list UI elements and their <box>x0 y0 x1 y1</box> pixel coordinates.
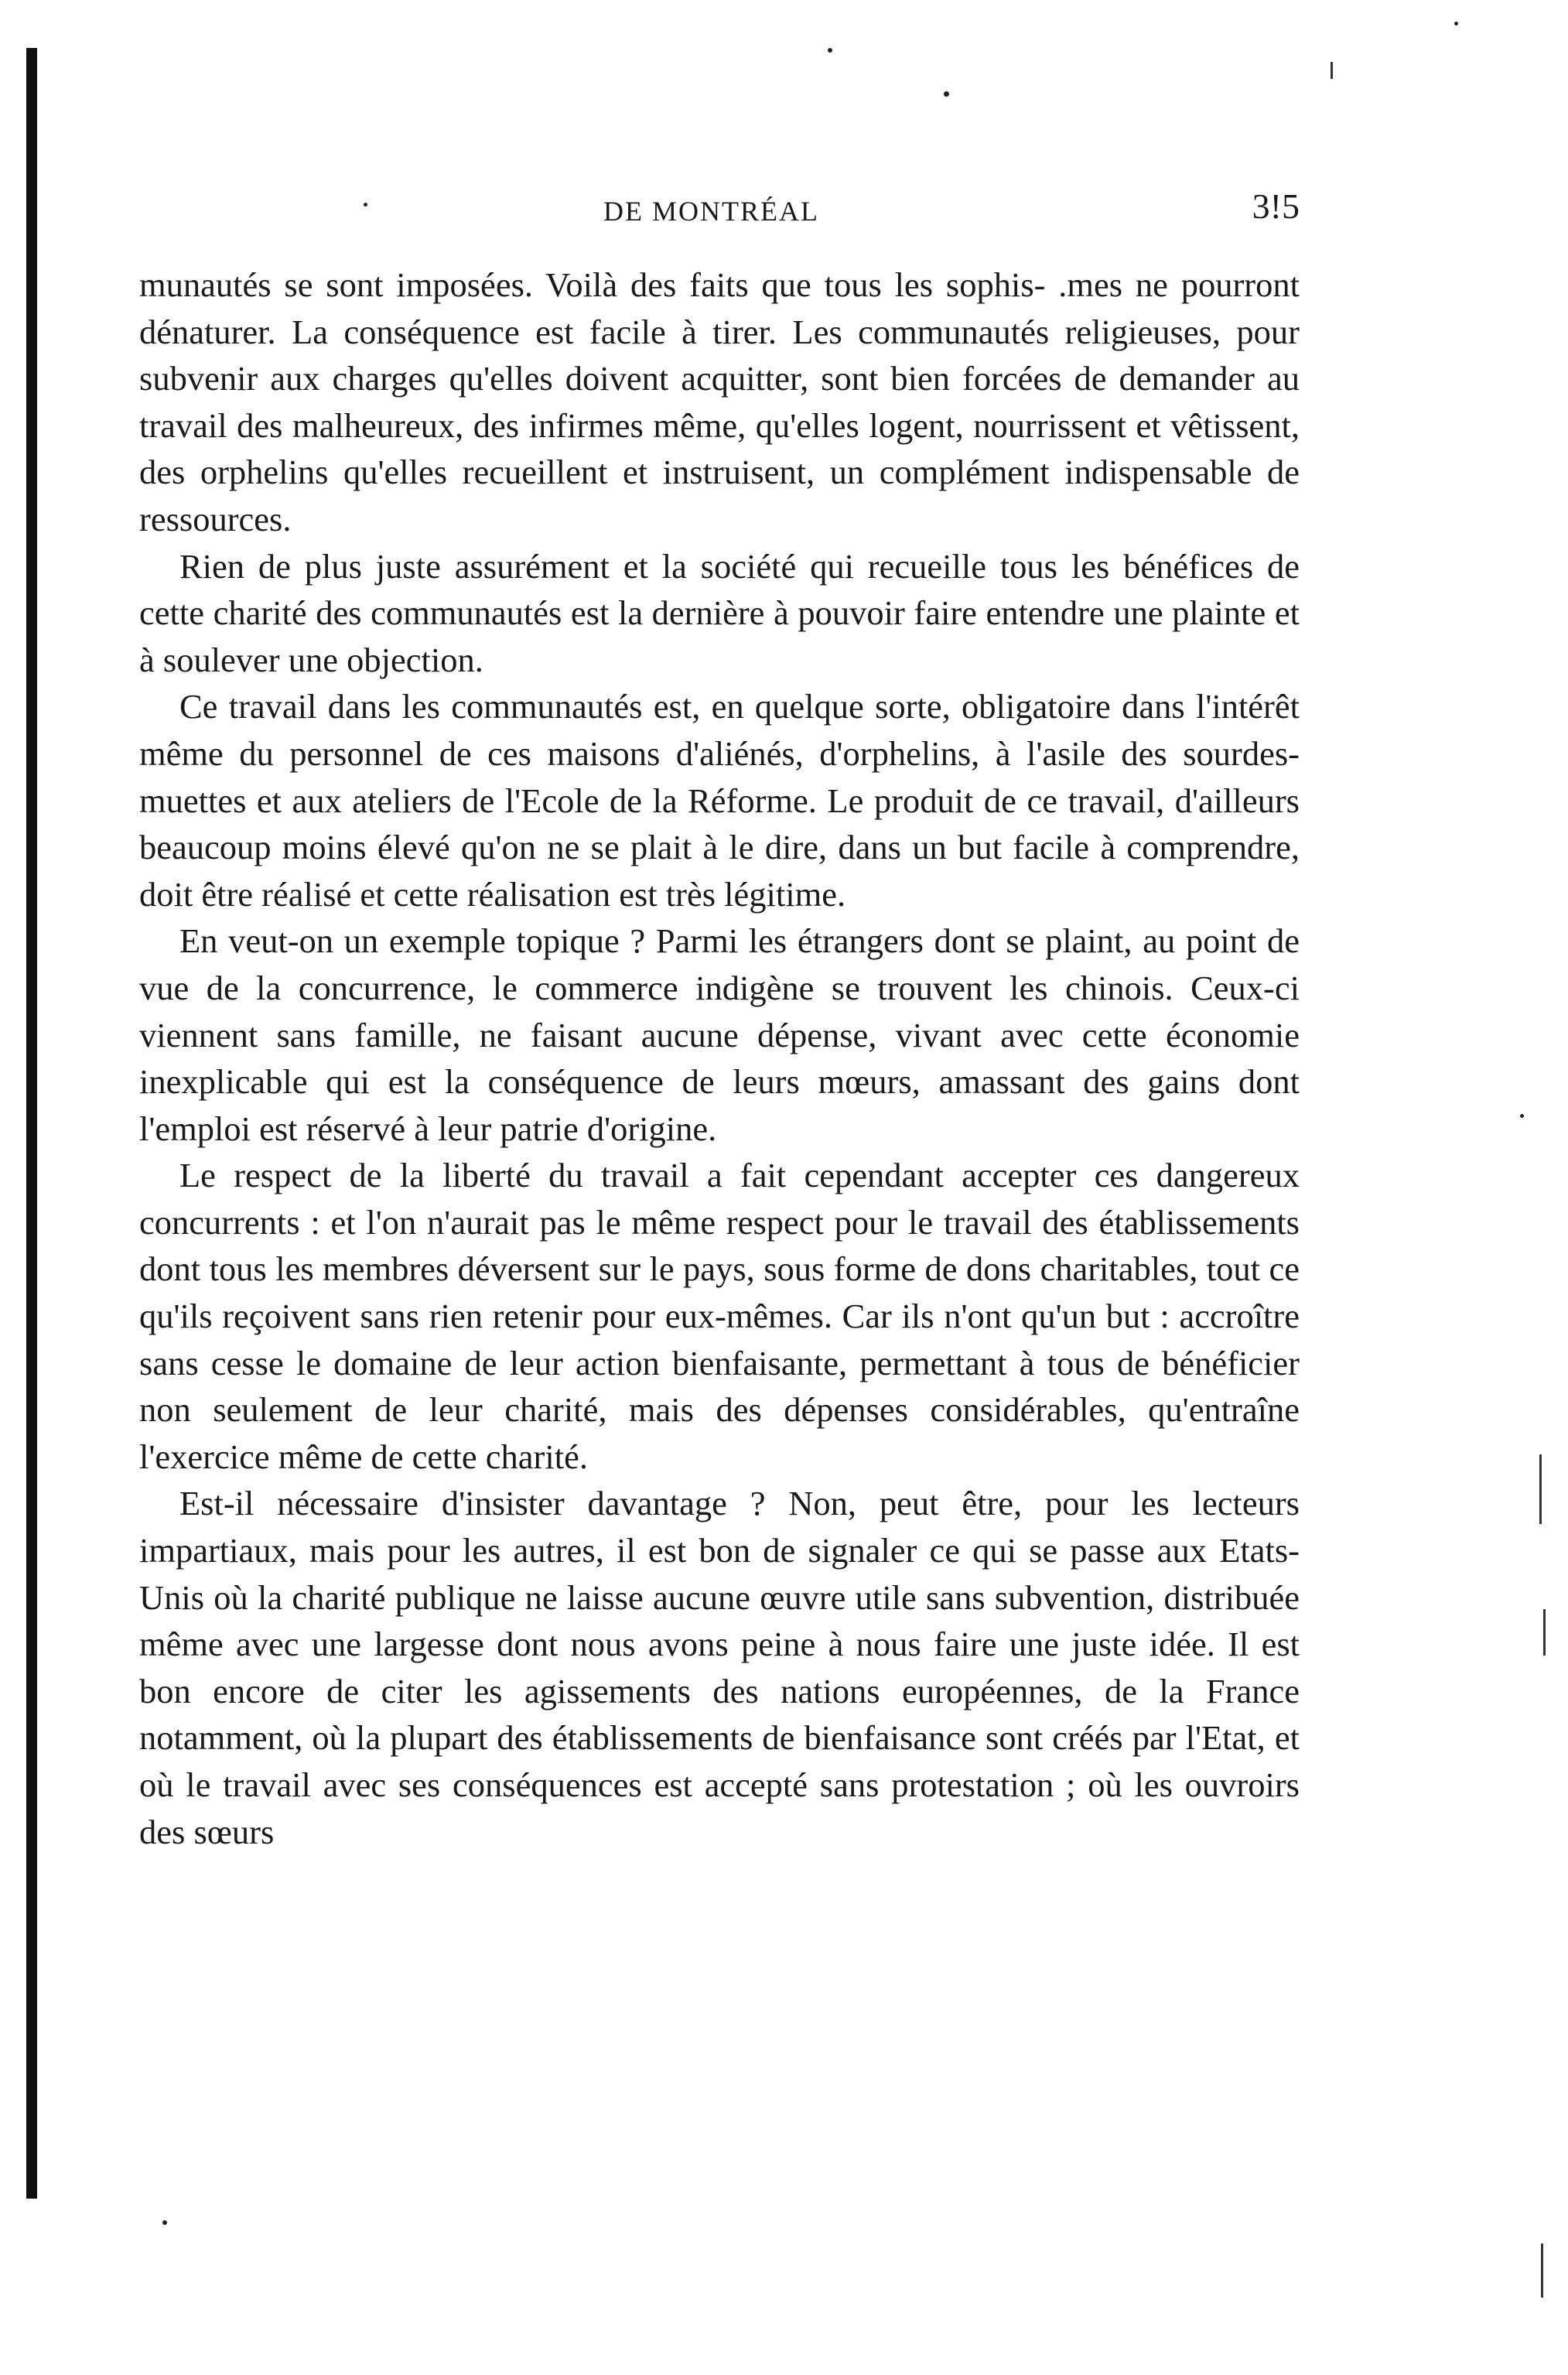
page-header <box>139 179 1300 234</box>
paragraph: Rien de plus juste assurément et la société qui recueille tous les bénéfices de cette charité des communautés est la dernière à pouvoir faire entendre une plainte et à soulever une objection. <box>139 546 1300 679</box>
paragraph: Est-il nécessaire d'insister davantage ? Non, peut être, pour les lecteurs impartiaux, mais pour les autres, il est bon de signaler ce qui se passe aux Etats-Unis où la charité publique ne laisse aucune œuvre utile sans subvention, distribuée même avec une largesse dont nous avons peine à nous faire une juste idée. Il est bon encore de citer les agissements des nations européennes, de la France notamment, où la plupart des établissements de bienfaisance sont créés par l'Etat, et où le travail avec ses conséquences est accepté sans protestation ; où les ouvroirs des sœurs <box>139 1484 1300 1851</box>
binding-shadow <box>26 48 37 2199</box>
page-number: 3!5 <box>1252 186 1300 226</box>
running-title: DE MONTRÉAL <box>603 196 819 227</box>
paragraph: Ce travail dans les communautés est, en quelque sorte, obligatoire dans l'intérêt même du personnel de ces maisons d'aliénés, d'orphelins, à l'asile des sourdes-muettes et aux ateliers de l'Ecole de la Réforme. Le produit de ce travail, d'ailleurs beaucoup moins élevé qu'on ne se plait à le dire, dans un but facile à comprendre, doit être réalisé et cette réalisation est très légitime. <box>139 687 1300 914</box>
scan-speck <box>828 48 832 53</box>
scan-edge-mark <box>1539 1454 1542 1524</box>
paragraph: munautés se sont imposées. Voilà des faits que tous les sophis- .mes ne pourront dénaturer. La conséquence est facile à tirer. Les communautés religieuses, pour subvenir aux charges qu'elles doivent acquitter, sont bien forcées de demander au travail des malheureux, des infirmes même, qu'elles logent, nourrissent et vêtissent, des orphelins qu'elles recueillent et instruisent, un complément indispensable de ressources. <box>139 265 1300 538</box>
body-text <box>139 261 1300 1855</box>
scan-speck <box>944 91 949 97</box>
scan-edge-mark <box>1543 1609 1546 1656</box>
scan-speck <box>364 203 367 207</box>
scan-speck <box>1520 1114 1524 1118</box>
scan-speck <box>162 2220 167 2225</box>
paragraph: En veut-on un exemple topique ? Parmi les étrangers dont se plaint, au point de vue de la concurrence, le commerce indigène se trouvent les chinois. Ceux-ci viennent sans famille, ne faisant aucune dépense, vivant avec cette économie inexplicable qui est la conséquence de leurs mœurs, amassant des gains dont l'emploi est réservé à leur patrie d'origine. <box>139 921 1300 1148</box>
scan-edge-mark <box>1541 2243 1543 2298</box>
scan-edge-mark <box>1331 62 1333 79</box>
scan-speck <box>1454 22 1458 26</box>
paragraph: Le respect de la liberté du travail a fait cependant accepter ces dangereux concurrents : et l'on n'aurait pas le même respect pour le travail des établissements dont tous les membres déversent sur le pays, sous forme de dons charitables, tout ce qu'ils reçoivent sans rien retenir pour eux-mêmes. Car ils n'ont qu'un but : accroître sans cesse le domaine de leur action bienfaisante, permettant à tous de bénéficier non seulement de leur charité, mais des dépenses considérables, qu'entraîne l'exercice même de cette charité. <box>139 1156 1300 1476</box>
